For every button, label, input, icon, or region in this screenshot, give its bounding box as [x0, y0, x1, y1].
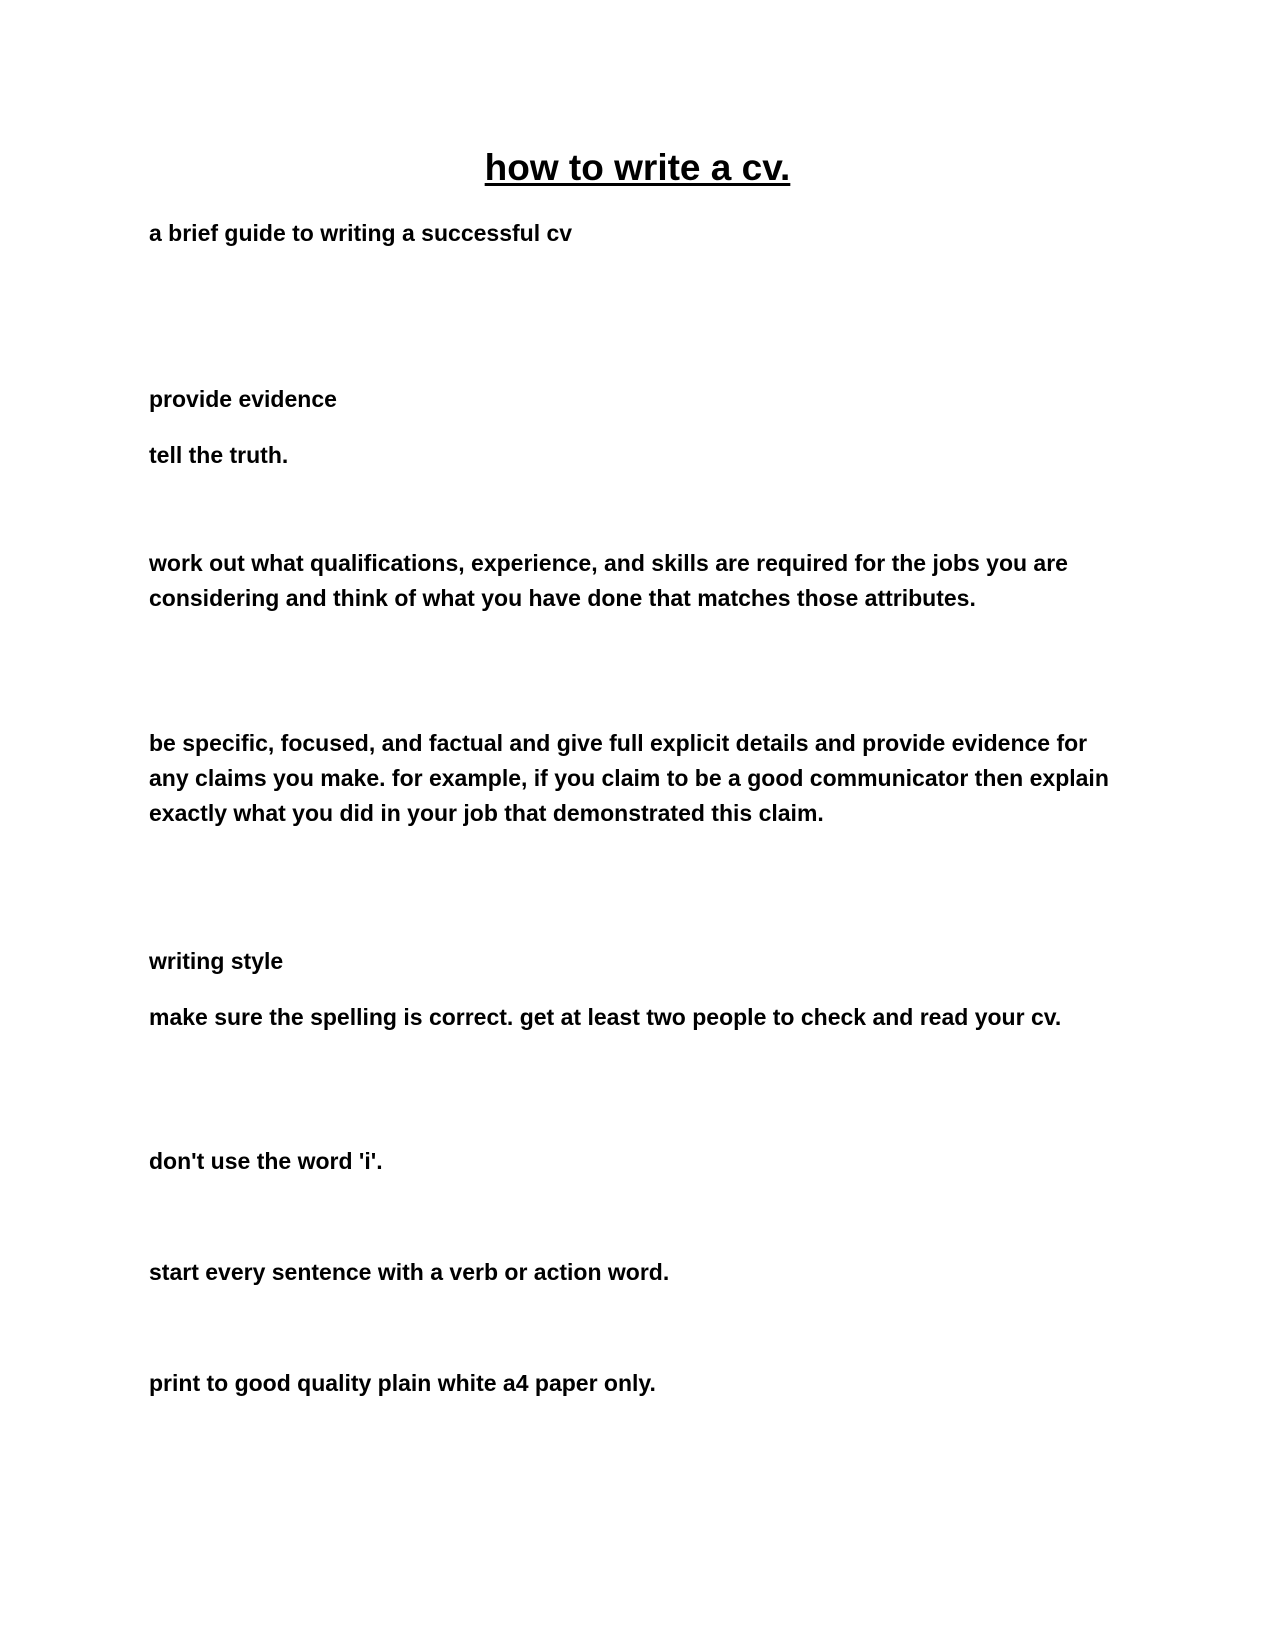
- paragraph-print-a4: print to good quality plain white a4 paper only.: [149, 1370, 656, 1396]
- document-title: how to write a cv.: [484, 147, 791, 188]
- paragraph-tell-the-truth: tell the truth.: [149, 442, 289, 468]
- paragraph-start-with-verb: start every sentence with a verb or action word.: [149, 1259, 670, 1285]
- document-subtitle: a brief guide to writing a successful cv: [149, 220, 573, 246]
- paragraph-qualifications: work out what qualifications, experience, and skills are required for the jobs you are considering and think of what you have done that matches those attributes.: [149, 550, 1068, 611]
- section-heading-provide-evidence: provide evidence: [149, 386, 337, 412]
- paragraph-be-specific: be specific, focused, and factual and give full explicit details and provide evidence for any claims you make. for example, if you claim to be a good communicator then explain exactly what you did in your job that demonstrated this claim.: [149, 730, 1109, 826]
- paragraph-spelling: make sure the spelling is correct. get at least two people to check and read your cv.: [149, 1004, 1062, 1030]
- paragraph-dont-use-i: don't use the word 'i'.: [149, 1148, 383, 1174]
- section-heading-writing-style: writing style: [149, 948, 284, 974]
